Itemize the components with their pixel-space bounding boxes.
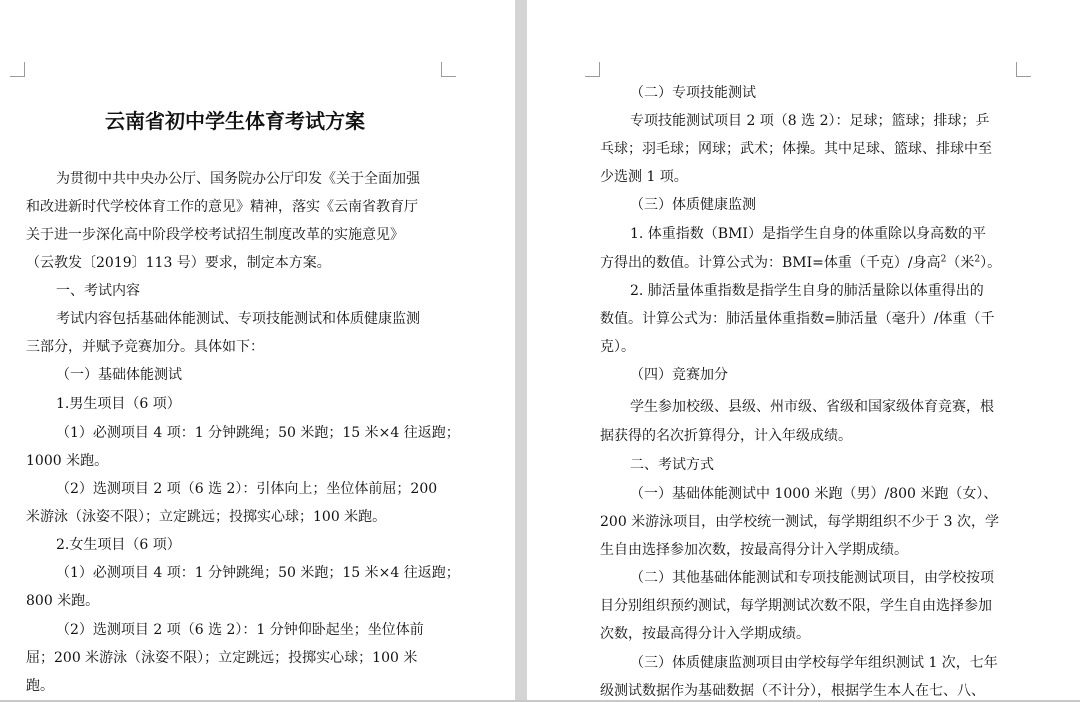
document-title: 云南省初中学生体育考试方案 xyxy=(105,109,365,133)
paragraph-line: 数值。计算公式为：肺活量体重指数=肺活量（毫升）/体重（千 xyxy=(600,311,995,327)
paragraph-line: 少选测 1 项。 xyxy=(600,169,688,185)
paragraph-line: （云教发〔2019〕113 号）要求，制定本方案。 xyxy=(26,255,331,271)
paragraph-line: 800 米跑。 xyxy=(26,593,100,609)
paragraph-line: 2. 肺活量体重指数是指学生自身的肺活量除以体重得出的 xyxy=(630,283,984,299)
page-margin-corner-mark xyxy=(10,62,25,77)
document-page-right xyxy=(527,0,1080,702)
superscript: 2 xyxy=(974,254,981,265)
paragraph-line: 1.男生项目（6 项） xyxy=(56,396,181,412)
paragraph-line: 考试内容包括基础体能测试、专项技能测试和体质健康监测 xyxy=(56,311,420,327)
paragraph-line: 跑。 xyxy=(26,678,54,694)
paragraph-line: 1. 体重指数（BMI）是指学生自身的体重除以身高数的平 xyxy=(630,226,986,242)
bmi-formula-line xyxy=(600,254,1001,272)
paragraph-line: 2.女生项目（6 项） xyxy=(56,537,181,553)
paragraph-line: 生自由选择参加次数，按最高得分计入学期成绩。 xyxy=(600,542,908,558)
page-margin-corner-mark xyxy=(585,62,600,77)
paragraph-line: 200 米游泳项目，由学校统一测试，每学期组织不少于 3 次，学 xyxy=(600,514,999,530)
page-margin-corner-mark xyxy=(1016,62,1031,77)
paragraph-line: 学生参加校级、县级、州市级、省级和国家级体育竞赛，根 xyxy=(630,399,994,415)
paragraph-line: （2）选测项目 2 项（6 选 2）：1 分钟仰卧起坐；坐位体前 xyxy=(56,622,424,638)
section-heading: 一、考试内容 xyxy=(56,283,140,299)
paragraph-line: （一）基础体能测试中 1000 米跑（男）/800 米跑（女）、 xyxy=(630,486,998,502)
paragraph-text: 方得出的数值。计算公式为：BMI=体重（千克）/身高 xyxy=(600,255,941,271)
subsection-heading: （二）专项技能测试 xyxy=(630,85,756,101)
document-page-left xyxy=(0,0,515,702)
paragraph-line: （三）体质健康监测项目由学校每学年组织测试 1 次，七年 xyxy=(630,655,998,671)
paragraph-line: （1）必测项目 4 项：1 分钟跳绳；50 米跑；15 米×4 往返跑； xyxy=(56,565,460,581)
paragraph-line: 目分别组织预约测试，每学期测试次数不限，学生自由选择参加 xyxy=(600,598,992,614)
subsection-heading: （四）竞赛加分 xyxy=(630,367,728,383)
paragraph-line: （二）其他基础体能测试和专项技能测试项目，由学校按项 xyxy=(630,570,994,586)
superscript: 2 xyxy=(940,254,947,265)
paragraph-line: 米游泳（泳姿不限）；立定跳远；投掷实心球；100 米跑。 xyxy=(26,509,387,525)
paragraph-line: 级测试数据作为基础数据（不计分），根据学生本人在七、八、 xyxy=(600,683,985,699)
paragraph-line: 乓球；羽毛球；网球；武术；体操。其中足球、篮球、排球中至 xyxy=(600,141,992,157)
page-margin-corner-mark xyxy=(441,62,456,77)
paragraph-line: 为贯彻中共中央办公厅、国务院办公厅印发《关于全面加强 xyxy=(56,171,420,187)
paragraph-line: （1）必测项目 4 项：1 分钟跳绳；50 米跑；15 米×4 往返跑； xyxy=(56,425,460,441)
subsection-heading: （三）体质健康监测 xyxy=(630,197,756,213)
paragraph-line: 关于进一步深化高中阶段学校考试招生制度改革的实施意见》 xyxy=(26,227,404,243)
section-heading: 二、考试方式 xyxy=(630,457,714,473)
subsection-heading: （一）基础体能测试 xyxy=(56,367,182,383)
paragraph-text: ）。 xyxy=(980,255,1002,271)
paragraph-line: 据获得的名次折算得分，计入年级成绩。 xyxy=(600,428,852,444)
paragraph-line: 三部分，并赋予竞赛加分。具体如下： xyxy=(26,339,264,355)
paragraph-line: 次数，按最高得分计入学期成绩。 xyxy=(600,626,810,642)
paragraph-line: 1000 米跑。 xyxy=(26,453,109,469)
paragraph-line: 克）。 xyxy=(600,339,635,355)
paragraph-line: 专项技能测试项目 2 项（8 选 2）：足球；篮球；排球；乒 xyxy=(630,113,990,129)
paragraph-text: （米 xyxy=(946,255,975,271)
paragraph-line: 屈；200 米游泳（泳姿不限）；立定跳远；投掷实心球；100 米 xyxy=(26,650,418,666)
paragraph-line: （2）选测项目 2 项（6 选 2）：引体向上；坐位体前屈；200 xyxy=(56,481,438,497)
paragraph-line: 和改进新时代学校体育工作的意见》精神，落实《云南省教育厅 xyxy=(26,199,418,215)
